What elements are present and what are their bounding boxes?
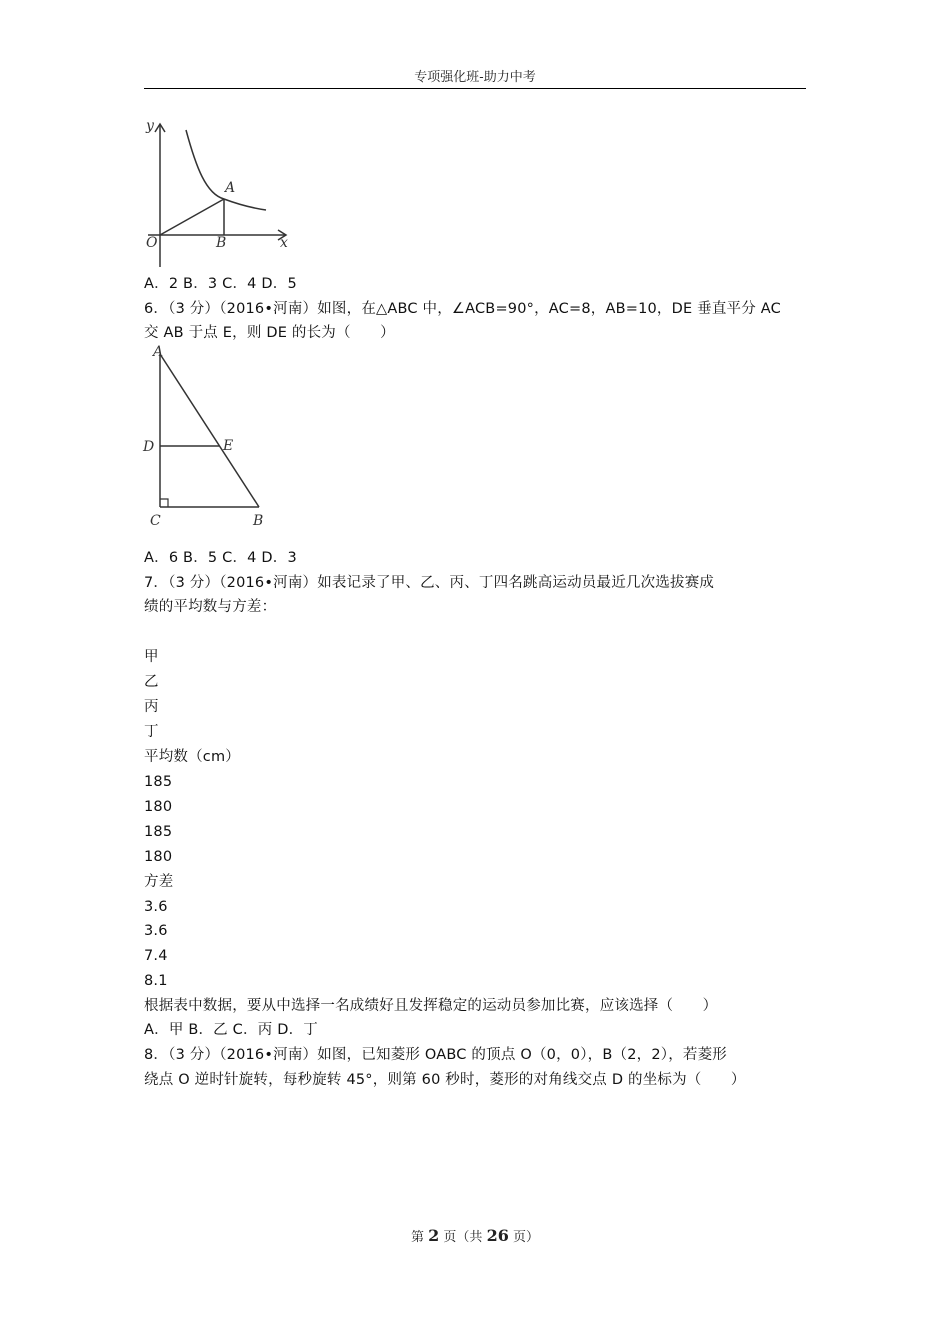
footer-suffix: 页） — [512, 1230, 539, 1245]
footer-page-number: 2 — [428, 1226, 440, 1245]
footer-middle: 页（共 — [443, 1230, 483, 1245]
table-cell: 180 — [144, 799, 173, 815]
table-cell: 方差 — [144, 874, 174, 890]
q6-line2: 交 AB 于点 E，则 DE 的长为（ ） — [144, 325, 395, 341]
label-a: A — [153, 344, 164, 360]
point-b-label: B — [216, 235, 227, 251]
q5-options: A．2 B．3 C．4 D．5 — [144, 276, 297, 292]
q8-line2: 绕点 O 逆时针旋转，每秒旋转 45°，则第 60 秒时，菱形的对角线交点 D 的坐标为（ ） — [144, 1072, 746, 1088]
table-cell: 甲 — [144, 649, 159, 665]
label-c: C — [150, 513, 161, 529]
q7-line2: 绩的平均数与方差： — [144, 599, 277, 615]
hyperbola-curve — [186, 130, 266, 210]
segment-oa — [160, 199, 224, 235]
page-footer — [0, 1226, 950, 1245]
q6-options: A．6 B．5 C．4 D．3 — [144, 550, 297, 566]
table-cell: 7.4 — [144, 948, 168, 964]
page-header: 专项强化班-助力中考 — [414, 70, 536, 85]
table-cell: 3.6 — [144, 899, 168, 915]
point-a-label: A — [225, 180, 236, 196]
origin-label: O — [146, 235, 158, 251]
footer-total-pages: 26 — [486, 1226, 509, 1245]
q7-options: A．甲 B．乙 C．丙 D．丁 — [144, 1022, 318, 1038]
table-cell: 丙 — [144, 699, 159, 715]
q7-question: 根据表中数据，要从中选择一名成绩好且发挥稳定的运动员参加比赛，应该选择（ ） — [144, 998, 718, 1014]
y-axis-label: y — [146, 118, 154, 134]
figure-triangle — [140, 342, 280, 532]
q6-line1: 6．（3 分）（2016•河南）如图，在△ABC 中，∠ACB=90°，AC=8，AB=10，DE 垂直平分 AC — [144, 301, 781, 317]
table-cell: 180 — [144, 849, 173, 865]
right-angle-mark — [160, 499, 168, 507]
q8-line1: 8．（3 分）（2016•河南）如图，已知菱形 OABC 的顶点 O（0，0），B（2，2），若菱形 — [144, 1047, 727, 1063]
table-cell: 185 — [144, 774, 173, 790]
table-cell: 185 — [144, 824, 173, 840]
table-cell: 8.1 — [144, 973, 168, 989]
segment-ab — [160, 354, 259, 507]
table-cell: 丁 — [144, 724, 159, 740]
figure-hyperbola — [140, 112, 300, 272]
footer-prefix: 第 — [410, 1230, 424, 1245]
label-e: E — [223, 438, 234, 454]
q7-line1: 7．（3 分）（2016•河南）如表记录了甲、乙、丙、丁四名跳高运动员最近几次选拔赛成 — [144, 575, 715, 591]
x-axis-label: x — [280, 235, 288, 251]
table-cell: 3.6 — [144, 923, 168, 939]
table-cell: 平均数（cm） — [144, 749, 240, 765]
header-rule — [144, 88, 806, 89]
table-cell: 乙 — [144, 674, 159, 690]
label-b: B — [253, 513, 264, 529]
label-d: D — [143, 439, 155, 455]
